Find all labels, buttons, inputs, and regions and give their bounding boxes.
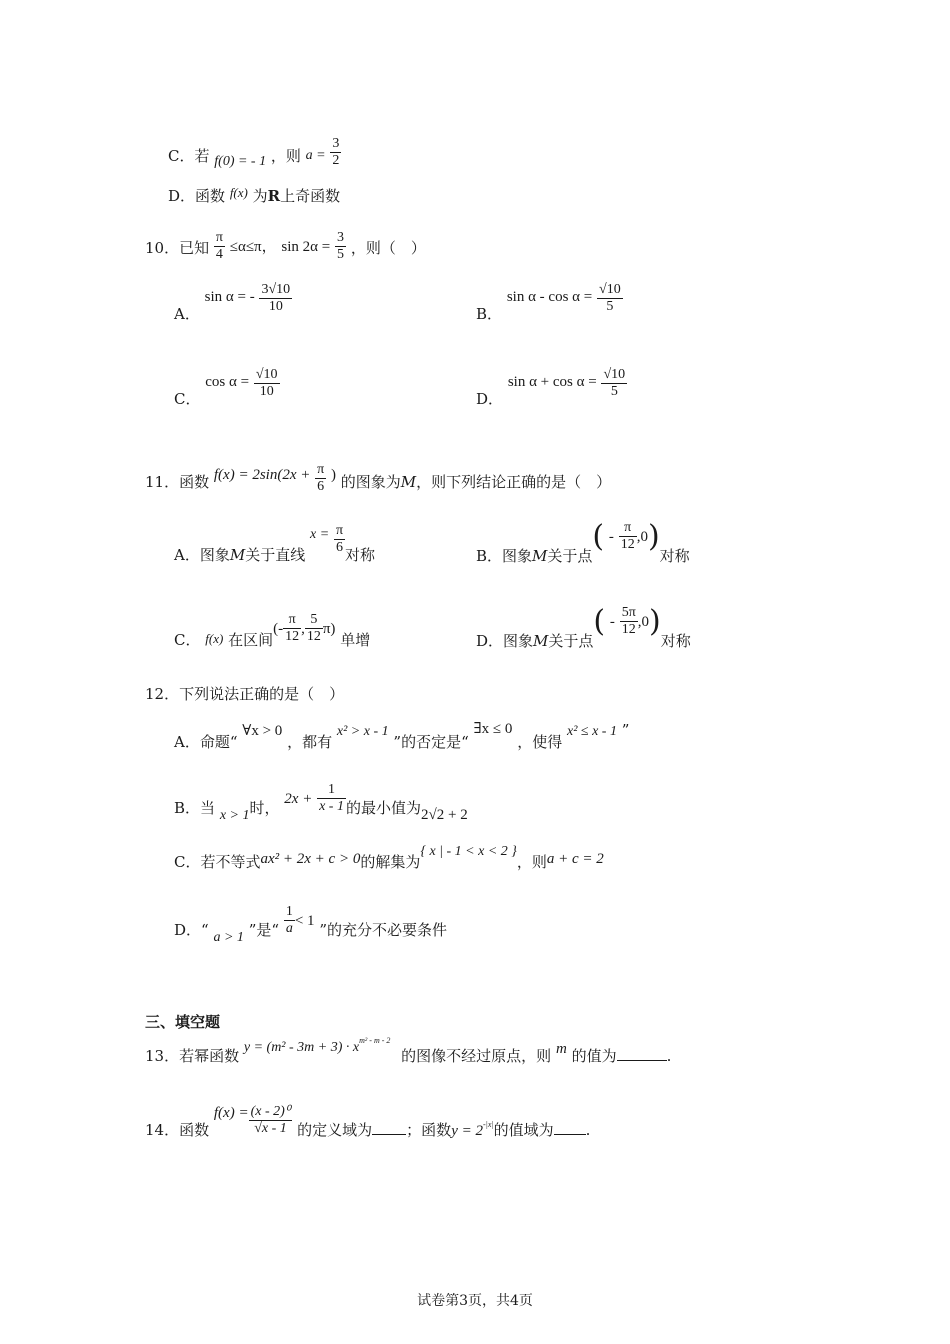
q11-six: 6 bbox=[315, 478, 326, 495]
q11-b-pi: π bbox=[624, 520, 632, 535]
q12-b-cond: x > 1 bbox=[219, 807, 250, 823]
q11-d-neg: - bbox=[609, 613, 615, 630]
q9-d-prefix: D．函数 bbox=[168, 187, 226, 205]
q10-option-a bbox=[174, 282, 292, 323]
q13 bbox=[145, 1036, 672, 1065]
q13-stem: 13．若幂函数 bbox=[145, 1047, 240, 1065]
q10-b-label: B． bbox=[476, 304, 503, 323]
q11-b-label: B．图象 bbox=[476, 546, 533, 565]
q10-c-label: C． bbox=[174, 389, 201, 408]
q10-tail: ，则（ ） bbox=[350, 238, 426, 257]
q12-stem: 12．下列说法正确的是（ ） bbox=[145, 685, 345, 703]
q12-d-fraction bbox=[284, 904, 295, 937]
q11-b-mid: 关于点 bbox=[547, 546, 593, 565]
q12-d-label: D．“ bbox=[174, 920, 209, 939]
q10-c-num: √10 bbox=[255, 367, 278, 382]
q11-close: ) bbox=[330, 466, 336, 483]
q10-a-den: 10 bbox=[259, 298, 292, 315]
q13-end: . bbox=[666, 1047, 672, 1065]
q11-a-6: 6 bbox=[334, 539, 345, 556]
q12-option-b bbox=[174, 776, 468, 823]
q12-d-den: a bbox=[285, 921, 293, 936]
q14-range-blank[interactable] bbox=[554, 1120, 586, 1135]
q14-stem: 14．函数 bbox=[145, 1120, 210, 1139]
q13-mid: 的图像不经过原点，则 bbox=[401, 1047, 552, 1065]
q9-c-mid: ，则 bbox=[270, 146, 301, 165]
q11-d-12: 12 bbox=[620, 621, 638, 638]
q12-c-res: a + c = 2 bbox=[546, 851, 604, 867]
q10-three-fifths bbox=[335, 230, 346, 263]
q10-b-num: √10 bbox=[599, 282, 621, 297]
q10-b-den: 5 bbox=[597, 298, 623, 315]
q12-d-cond: a > 1 bbox=[213, 929, 244, 945]
q12-option-d bbox=[174, 898, 448, 945]
q12-a-mid3: ，使得 bbox=[517, 733, 563, 751]
q11-d-open-paren: ( bbox=[593, 603, 606, 639]
q11-fx: f(x) = 2sin(2x + bbox=[213, 466, 311, 483]
q13-exp: m² - m - 2 bbox=[359, 1036, 391, 1045]
q11-b-fraction bbox=[619, 520, 637, 553]
q10-b-lhs: sin α - cos α = bbox=[506, 288, 593, 305]
q10-c-lhs: cos α = bbox=[205, 373, 250, 390]
q12-c-mid2: ，则 bbox=[516, 853, 547, 871]
q10-d-num: √10 bbox=[603, 367, 626, 382]
q11-c-fx: f(x) bbox=[205, 630, 224, 646]
q11-option-d bbox=[476, 597, 691, 650]
q11-b-M: M bbox=[532, 546, 548, 565]
q9-c-den: 2 bbox=[332, 153, 340, 168]
q12-b-val: 2√2 + 2 bbox=[421, 806, 468, 823]
q12-a-end: ” bbox=[621, 721, 630, 739]
q11-a-x: x = bbox=[310, 526, 330, 542]
q11-a-mid: 关于直线 bbox=[245, 545, 306, 564]
q11-c-12b: 12 bbox=[306, 629, 321, 644]
q11-d-M: M bbox=[533, 631, 549, 650]
q11-option-c bbox=[174, 600, 371, 649]
q11-M: M bbox=[400, 472, 417, 491]
q11-c-tail: 单增 bbox=[340, 630, 371, 649]
q11-b-open-paren: ( bbox=[592, 518, 605, 554]
q11-c-label: C． bbox=[174, 630, 201, 649]
q12-b-den: x - 1 bbox=[319, 799, 344, 814]
q13-expr: y = (m² - 3m + 3) · x bbox=[243, 1040, 360, 1055]
q10-pi-over-4 bbox=[214, 230, 225, 263]
q14-end: . bbox=[585, 1120, 591, 1139]
q10-five: 5 bbox=[337, 247, 345, 262]
q11-c-open: (- bbox=[273, 620, 284, 637]
q9-d-suffix: 上奇函数 bbox=[280, 187, 341, 205]
q12-b-num: 1 bbox=[328, 782, 336, 797]
q11-d-5pi: 5π bbox=[621, 605, 636, 620]
q12-d-num: 1 bbox=[285, 904, 293, 919]
q12-c-mid: 的解集为 bbox=[360, 853, 421, 871]
q11-b-close-paren: ) bbox=[647, 518, 660, 554]
q14-mid1: 的定义域为 bbox=[297, 1120, 373, 1139]
q11-pi: π bbox=[317, 462, 325, 477]
q12-b-fraction bbox=[317, 782, 346, 815]
q9-d-mid: 为 bbox=[252, 187, 268, 205]
q12-a-ineq: x² > x - 1 bbox=[336, 724, 389, 739]
q12-option-c bbox=[174, 836, 604, 871]
q11-a-pi: π bbox=[335, 523, 344, 538]
q14-mid2: ；函数 bbox=[406, 1120, 452, 1139]
q14-exp: -|x| bbox=[482, 1119, 494, 1129]
q11-b-zero: ,0 bbox=[636, 528, 648, 545]
q11-d-fraction bbox=[620, 605, 638, 638]
q14-fraction bbox=[249, 1104, 293, 1137]
q11-stem-label: 11．函数 bbox=[145, 472, 210, 491]
q13-answer-blank[interactable] bbox=[617, 1046, 667, 1061]
q10-d-fraction bbox=[601, 367, 627, 400]
q12-a-forall: ∀x > 0 bbox=[242, 723, 283, 739]
q13-m: m bbox=[555, 1041, 567, 1057]
q9-c-prefix: C．若 bbox=[168, 146, 210, 165]
q11-c-mid: 在区间 bbox=[228, 630, 274, 649]
q12-d-lt: < 1 bbox=[294, 912, 315, 929]
q9-option-c bbox=[168, 128, 341, 169]
q10-sin2a: sin 2α = bbox=[281, 238, 331, 255]
q10-stem-label: 10．已知 bbox=[145, 238, 210, 257]
q11-a-label: A．图象 bbox=[174, 545, 230, 564]
q11-c-comma: , bbox=[301, 620, 305, 637]
q14-fx: f(x) = bbox=[213, 1104, 249, 1121]
q11-c-fraction-2 bbox=[305, 612, 323, 645]
q11-a-fraction bbox=[334, 523, 345, 556]
q11-stem bbox=[145, 452, 612, 494]
q14-domain-blank[interactable] bbox=[372, 1120, 406, 1135]
q11-option-b bbox=[476, 512, 690, 565]
q10-range: ≤α≤π， bbox=[229, 238, 277, 255]
q12-b-mid: 时， bbox=[249, 798, 280, 817]
q10-c-den: 10 bbox=[254, 383, 280, 400]
q10-option-c bbox=[174, 367, 280, 408]
page-footer: 试卷第3页，共4页 bbox=[417, 1293, 533, 1309]
q11-pi-over-6 bbox=[315, 462, 326, 495]
q11-c-12a: 12 bbox=[285, 629, 300, 644]
q10-b-fraction bbox=[597, 282, 623, 315]
q11-stem-b: 的图象为 bbox=[340, 472, 401, 491]
section-heading: 三、填空题 bbox=[145, 1013, 221, 1031]
q11-c-5: 5 bbox=[310, 612, 318, 627]
q10-stem bbox=[145, 222, 426, 262]
q10-d-den: 5 bbox=[601, 383, 627, 400]
q11-d-close-paren: ) bbox=[649, 603, 661, 639]
q11-option-a bbox=[174, 515, 376, 564]
q10-a-lhs: sin α = - bbox=[204, 288, 255, 305]
q12-option-a bbox=[174, 716, 630, 751]
q14-den: √x - 1 bbox=[249, 1120, 293, 1137]
q10-d-lhs: sin α + cos α = bbox=[507, 373, 597, 390]
q11-d-zero: ,0 bbox=[637, 613, 650, 630]
q11-d-label: D．图象 bbox=[476, 631, 534, 650]
q14 bbox=[145, 1094, 591, 1139]
q9-c-expr: f(0) = - 1 bbox=[214, 153, 267, 169]
q9-c-fraction bbox=[330, 136, 341, 169]
q12-b-expr: 2x + bbox=[284, 790, 313, 807]
q12-b-tail: 的最小值为 bbox=[345, 798, 421, 817]
q12-a-label: A．命题“ bbox=[174, 733, 238, 751]
q11-stem-c: ，则下列结论正确的是（ ） bbox=[416, 472, 612, 491]
q10-four: 4 bbox=[214, 246, 225, 263]
q11-a-tail: 对称 bbox=[345, 545, 376, 564]
q10-pi: π bbox=[215, 230, 223, 245]
q12-a-mid1: ，都有 bbox=[287, 733, 333, 751]
q12-b-label: B．当 bbox=[174, 798, 216, 817]
q12-a-mid2: ”的否定是“ bbox=[393, 733, 469, 751]
q10-a-num: 3√10 bbox=[261, 282, 291, 297]
q12-a-exists: ∃x ≤ 0 bbox=[473, 721, 513, 737]
q11-b-tail: 对称 bbox=[659, 546, 690, 565]
q12-c-ineq: ax² + 2x + c > 0 bbox=[260, 851, 361, 867]
q11-b-12: 12 bbox=[620, 537, 635, 552]
q10-option-d bbox=[476, 367, 627, 408]
q10-three: 3 bbox=[337, 230, 345, 245]
q11-b-neg: - bbox=[608, 528, 614, 545]
q10-c-fraction bbox=[254, 367, 280, 400]
q12-c-set: { x | - 1 < x < 2 } bbox=[420, 844, 517, 859]
q13-tail: 的值为 bbox=[571, 1047, 617, 1065]
q10-d-label: D． bbox=[476, 389, 504, 408]
q14-num: (x - 2)⁰ bbox=[250, 1104, 291, 1119]
q14-y: y = 2 bbox=[451, 1122, 483, 1139]
q12-d-mid: ”是“ bbox=[248, 920, 280, 939]
q10-a-label: A． bbox=[174, 304, 200, 323]
q9-d-R: R bbox=[267, 187, 281, 205]
q14-mid3: 的值域为 bbox=[493, 1120, 554, 1139]
q9-d-fx: f(x) bbox=[229, 185, 248, 200]
q9-option-d bbox=[168, 186, 340, 207]
q11-c-close: π) bbox=[322, 620, 336, 637]
q11-c-fraction-1 bbox=[283, 612, 301, 645]
q12-a-ineq2: x² ≤ x - 1 bbox=[566, 724, 617, 739]
q11-c-pi: π bbox=[288, 612, 296, 627]
q11-d-tail: 对称 bbox=[660, 631, 691, 650]
q11-a-M: M bbox=[229, 545, 246, 564]
q12-d-tail: ”的充分不必要条件 bbox=[319, 920, 448, 939]
q10-option-b bbox=[476, 282, 623, 323]
q9-c-num: 3 bbox=[332, 136, 340, 151]
q10-a-fraction bbox=[259, 282, 292, 315]
q11-d-mid: 关于点 bbox=[548, 631, 594, 650]
q12-c-label: C．若不等式 bbox=[174, 853, 261, 871]
q9-c-a: a = bbox=[305, 147, 326, 163]
